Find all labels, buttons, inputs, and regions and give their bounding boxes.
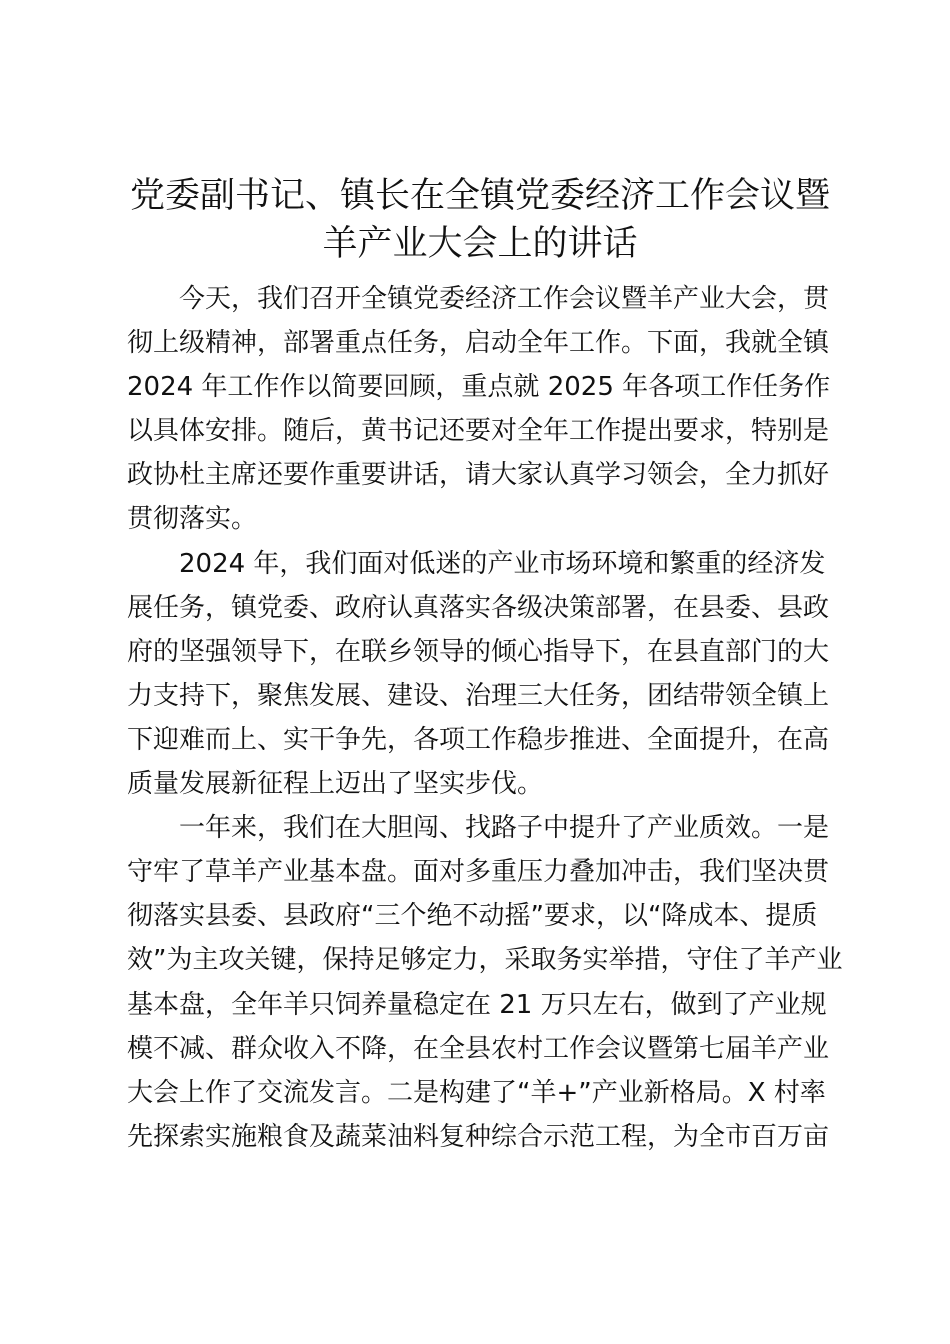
document-title [100, 172, 860, 268]
paragraph-line: 今天，我们召开全镇党委经济工作会议暨羊产业大会，贯 [179, 284, 830, 314]
paragraph-line: 先探索实施粮食及蔬菜油料复种综合示范工程，为全市百万亩 [127, 1121, 830, 1152]
paragraph-line: 力支持下，聚焦发展、建设、治理三大任务，团结带领全镇上 [127, 680, 830, 711]
paragraph-2 [127, 542, 830, 807]
paragraph-line: 基本盘，全年羊只饲养量稳定在 21 万只左右，做到了产业规 [127, 989, 827, 1020]
paragraph-line: 2024 年，我们面对低迷的产业市场环境和繁重的经济发 [179, 548, 826, 579]
paragraph-line: 彻上级精神，部署重点任务，启动全年工作。下面，我就全镇 [127, 328, 830, 359]
paragraph-3 [127, 806, 843, 1159]
paragraph-line: 2024 年工作作以简要回顾，重点就 2025 年各项工作任务作 [127, 372, 831, 403]
paragraph-line: 贯彻落实。 [127, 504, 258, 535]
paragraph-line: 府的坚强领导下，在联乡领导的倾心指导下，在县直部门的大 [127, 636, 830, 667]
paragraph-1 [127, 277, 831, 542]
paragraph-line: 质量发展新征程上迈出了坚实步伐。 [127, 769, 544, 800]
paragraph-line: 展任务，镇党委、政府认真落实各级决策部署，在县委、县政 [127, 592, 830, 623]
paragraph-line: 一年来，我们在大胆闯、找路子中提升了产业质效。一是 [179, 813, 830, 844]
paragraph-line: 大会上作了交流发言。二是构建了“羊+”产业新格局。X 村率 [127, 1077, 826, 1108]
paragraph-line: 下迎难而上、实干争先，各项工作稳步推进、全面提升，在高 [127, 724, 830, 755]
paragraph-line: 彻落实县委、县政府“三个绝不动摇”要求，以“降成本、提质 [127, 901, 818, 932]
paragraph-line: 效”为主攻关键，保持足够定力，采取务实举措，守住了羊产业 [127, 945, 843, 976]
paragraph-line: 守牢了草羊产业基本盘。面对多重压力叠加冲击，我们坚决贯 [127, 857, 830, 888]
title-line: 党委副书记、镇长在全镇党委经济工作会议暨 [129, 176, 830, 216]
document-body [127, 277, 843, 1159]
paragraph-line: 政协杜主席还要作重要讲话，请大家认真学习领会，全力抓好 [127, 460, 830, 491]
title-line: 羊产业大会上的讲话 [322, 224, 638, 264]
paragraph-line: 以具体安排。随后，黄书记还要对全年工作提出要求，特别是 [127, 416, 830, 447]
paragraph-line: 模不减、群众收入不降，在全县农村工作会议暨第七届羊产业 [127, 1033, 830, 1064]
